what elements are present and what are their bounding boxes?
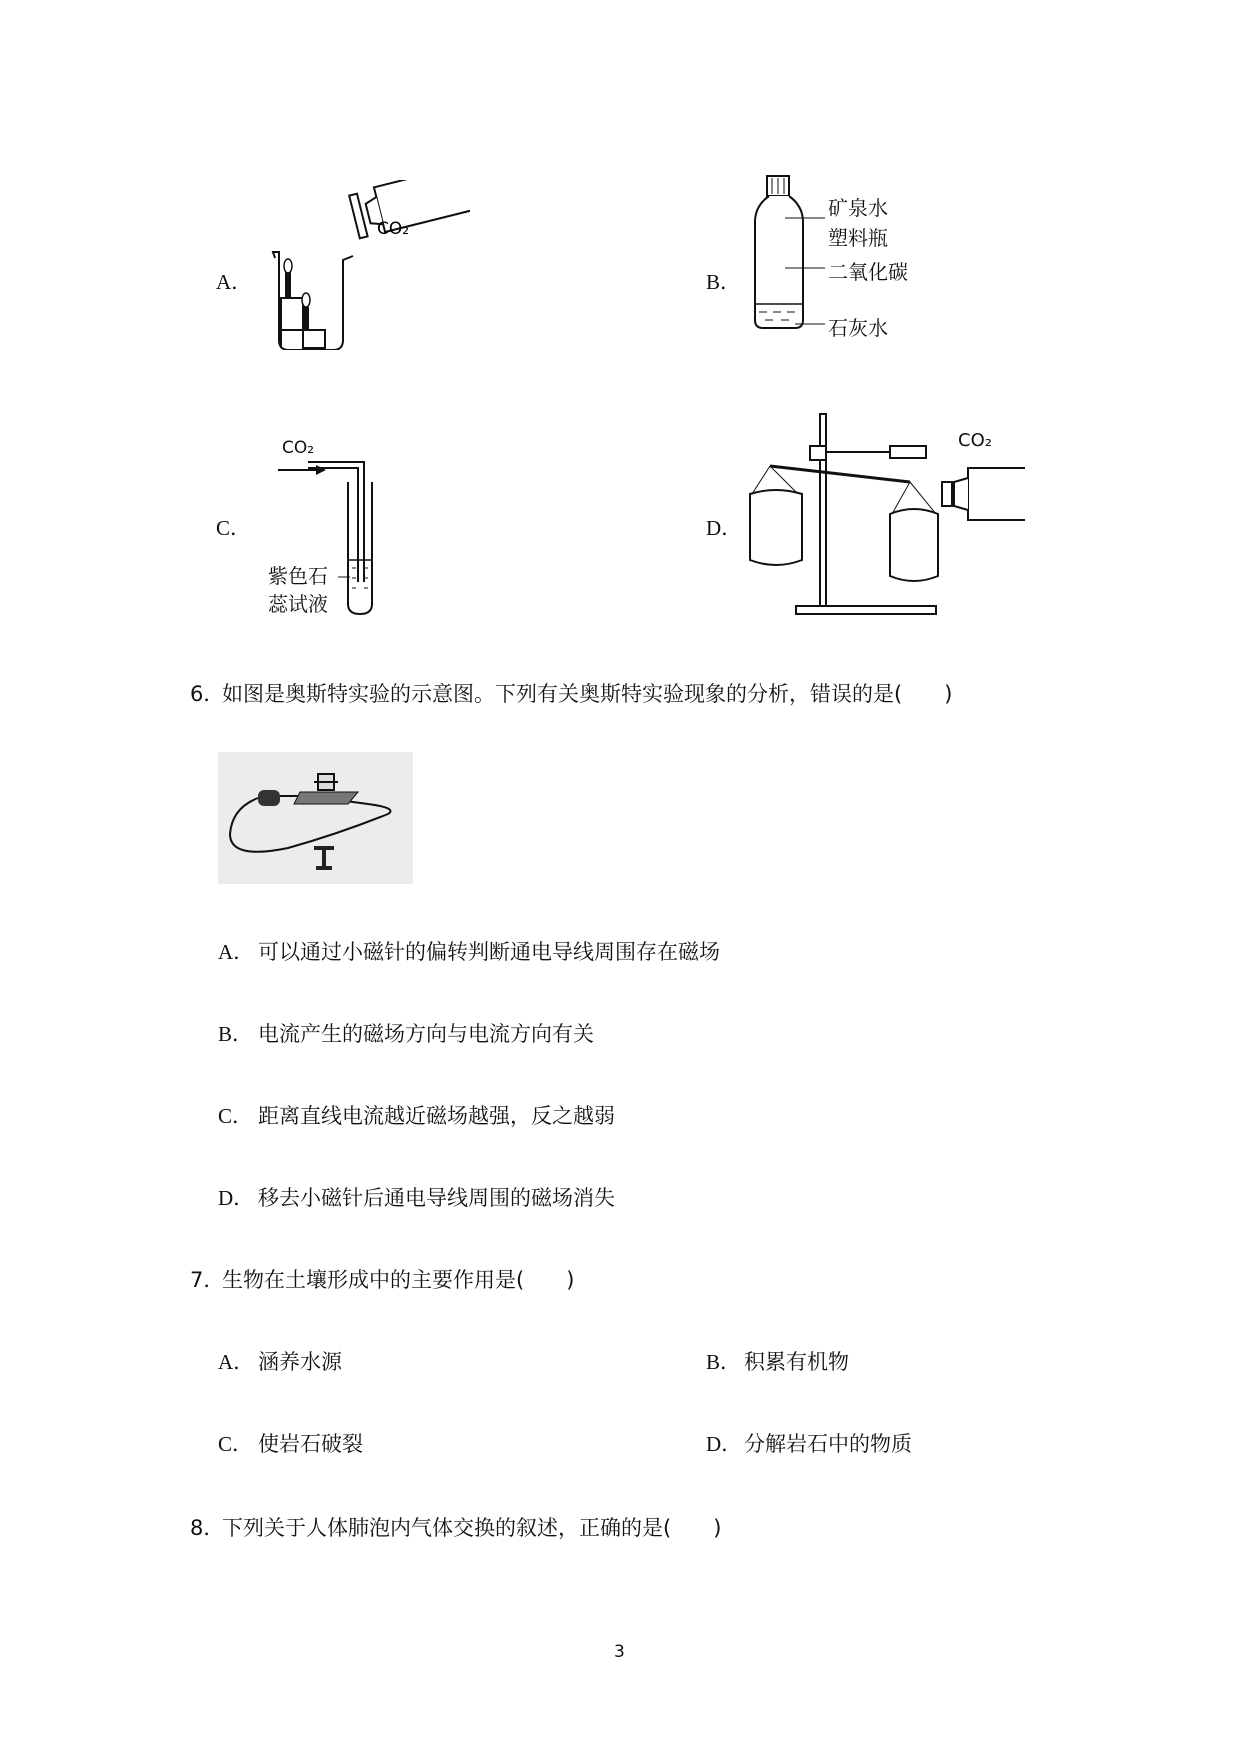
- label-carbon-dioxide: 二氧化碳: [828, 260, 908, 284]
- co2-label: CO₂: [282, 438, 315, 458]
- option-letter: C．: [218, 1104, 254, 1128]
- option-text: 使岩石破裂: [258, 1432, 363, 1456]
- beaker-candles-figure: [265, 180, 470, 350]
- label-mineral-water: 矿泉水: [828, 196, 888, 220]
- label-litmus-1: 紫色石: [268, 564, 328, 588]
- option-text: 距离直线电流越近磁场越强，反之越弱: [258, 1104, 615, 1128]
- label-litmus-2: 蕊试液: [268, 592, 328, 616]
- co2-label: CO₂: [377, 219, 410, 239]
- q5-option-c-letter: C．: [216, 516, 252, 540]
- q5-option-b-letter: B．: [706, 270, 742, 294]
- option-text: 积累有机物: [744, 1350, 849, 1374]
- option-text: 可以通过小磁针的偏转判断通电导线周围存在磁场: [258, 940, 720, 964]
- option-text: 移去小磁针后通电导线周围的磁场消失: [258, 1186, 615, 1210]
- option-letter: A．: [218, 1350, 255, 1374]
- option-letter: A．: [218, 940, 255, 964]
- option-text: 分解岩石中的物质: [744, 1432, 912, 1456]
- option-letter: B．: [218, 1022, 254, 1046]
- label-plastic-bottle: 塑料瓶: [828, 226, 888, 250]
- option-letter: D．: [706, 1432, 743, 1456]
- option-text: 涵养水源: [258, 1350, 342, 1374]
- option-letter: C．: [218, 1432, 254, 1456]
- page-number: 3: [614, 1642, 625, 1662]
- question-stem: 生物在土壤形成中的主要作用是( ): [222, 1268, 575, 1292]
- option-letter: B．: [706, 1350, 742, 1374]
- question-stem: 如图是奥斯特实验的示意图。下列有关奥斯特实验现象的分析，错误的是( ): [222, 682, 953, 706]
- question-stem: 下列关于人体肺泡内气体交换的叙述，正确的是( ): [222, 1516, 722, 1540]
- option-text: 电流产生的磁场方向与电流方向有关: [258, 1022, 594, 1046]
- question-number: 6．: [190, 682, 225, 706]
- question-number: 7．: [190, 1268, 225, 1292]
- oersted-experiment-figure: [218, 752, 413, 884]
- question-number: 8．: [190, 1516, 225, 1540]
- q5-option-a-letter: A．: [216, 270, 253, 294]
- label-limewater: 石灰水: [828, 316, 888, 340]
- co2-label: CO₂: [958, 430, 992, 451]
- q5-option-d-letter: D．: [706, 516, 743, 540]
- oersted-experiment-photo: [218, 752, 413, 884]
- option-letter: D．: [218, 1186, 255, 1210]
